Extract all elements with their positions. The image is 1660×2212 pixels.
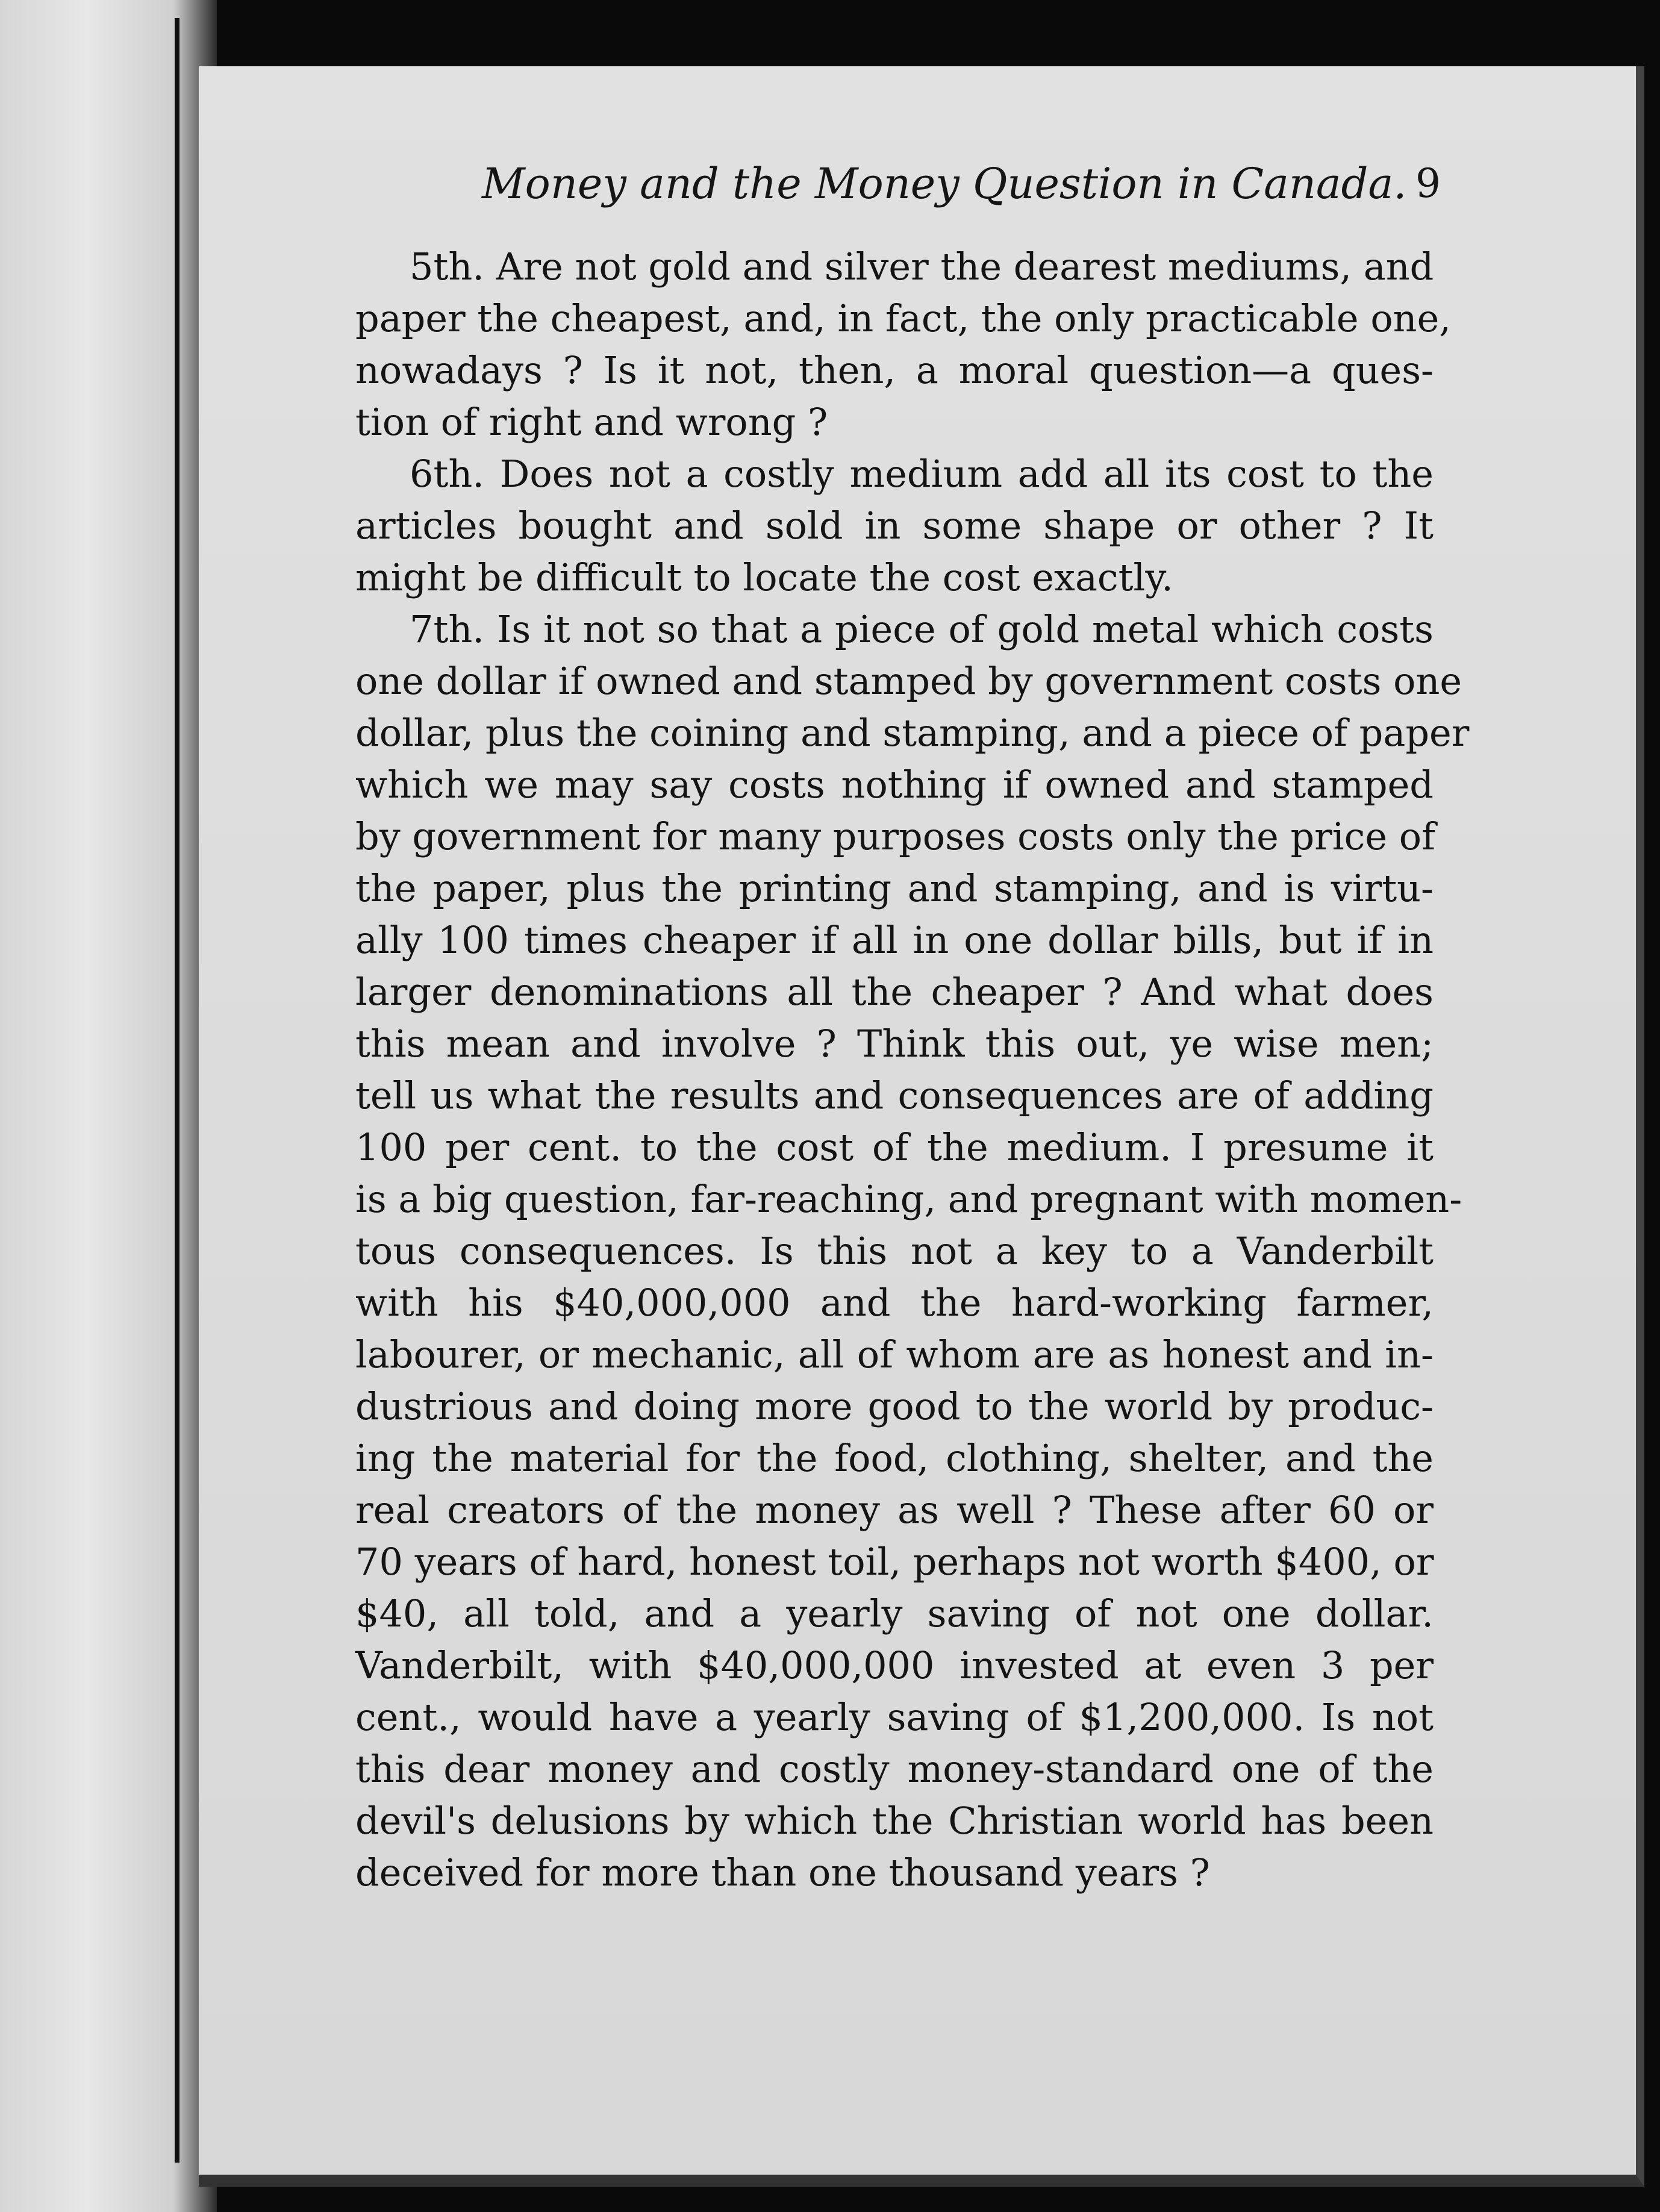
- text-line: 7th. Is it not so that a piece of gold metal which costs: [410, 607, 1434, 651]
- text-line: ally 100 times cheaper if all in one dollar bills, but if in: [355, 918, 1434, 962]
- page-body: [355, 241, 1470, 1899]
- text-line: 100 per cent. to the cost of the medium. I presume it: [355, 1125, 1434, 1169]
- text-line: labourer, or mechanic, all of whom are as honest and in-: [355, 1333, 1434, 1376]
- text-line: real creators of the money as well ? These after 60 or: [355, 1488, 1434, 1532]
- paragraph-5th: [355, 241, 1451, 448]
- text-line: this mean and involve ? Think this out, ye wise men;: [355, 1022, 1434, 1066]
- text-line: articles bought and sold in some shape or other ? It: [355, 504, 1434, 548]
- text-line: nowadays ? Is it not, then, a moral question—a ques-: [355, 348, 1434, 392]
- text-line: cent., would have a yearly saving of $1,200,000. Is not: [355, 1695, 1434, 1739]
- text-line: 70 years of hard, honest toil, perhaps not worth $400, or: [355, 1540, 1434, 1584]
- running-title: Money and the Money Question in Canada.: [482, 159, 1407, 208]
- text-line: paper the cheapest, and, in fact, the only practicable one,: [355, 296, 1451, 340]
- text-line: this dear money and costly money-standard one of the: [355, 1747, 1434, 1791]
- adjacent-page-edge: [0, 0, 217, 2212]
- binding-crease: [175, 18, 179, 2163]
- paragraph-7th: [355, 604, 1470, 1899]
- text-line: dustrious and doing more good to the world by produc-: [355, 1384, 1434, 1428]
- text-line: ing the material for the food, clothing, shelter, and the: [355, 1436, 1434, 1480]
- text-line: $40, all told, and a yearly saving of not one dollar.: [355, 1592, 1434, 1636]
- text-line: tell us what the results and consequences are of adding: [355, 1073, 1434, 1117]
- page-number: 9: [1415, 160, 1441, 207]
- text-line: one dollar if owned and stamped by government costs one: [355, 659, 1462, 703]
- text-line: tion of right and wrong ?: [355, 400, 828, 444]
- text-line: 5th. Are not gold and silver the dearest mediums, and: [410, 245, 1434, 289]
- text-line: 6th. Does not a costly medium add all its cost to the: [410, 452, 1434, 496]
- text-line: by government for many purposes costs only the price of: [355, 814, 1436, 858]
- text-line: dollar, plus the coining and stamping, and a piece of paper: [355, 711, 1470, 755]
- text-line: might be difficult to locate the cost exactly.: [355, 555, 1173, 599]
- text-line: is a big question, far-reaching, and pregnant with momen-: [355, 1177, 1462, 1221]
- text-line: with his $40,000,000 and the hard-working farmer,: [355, 1281, 1434, 1325]
- paragraph-6th: [355, 448, 1434, 604]
- text-line: Vanderbilt, with $40,000,000 invested at even 3 per: [355, 1643, 1434, 1687]
- text-line: deceived for more than one thousand years ?: [355, 1851, 1210, 1895]
- text-line: tous consequences. Is this not a key to a Vanderbilt: [355, 1229, 1434, 1273]
- text-line: which we may say costs nothing if owned and stamped: [355, 763, 1434, 807]
- text-line: devil's delusions by which the Christian world has been: [355, 1799, 1434, 1843]
- text-line: larger denominations all the cheaper ? And what does: [355, 970, 1434, 1014]
- text-line: the paper, plus the printing and stamping, and is virtu-: [355, 866, 1434, 910]
